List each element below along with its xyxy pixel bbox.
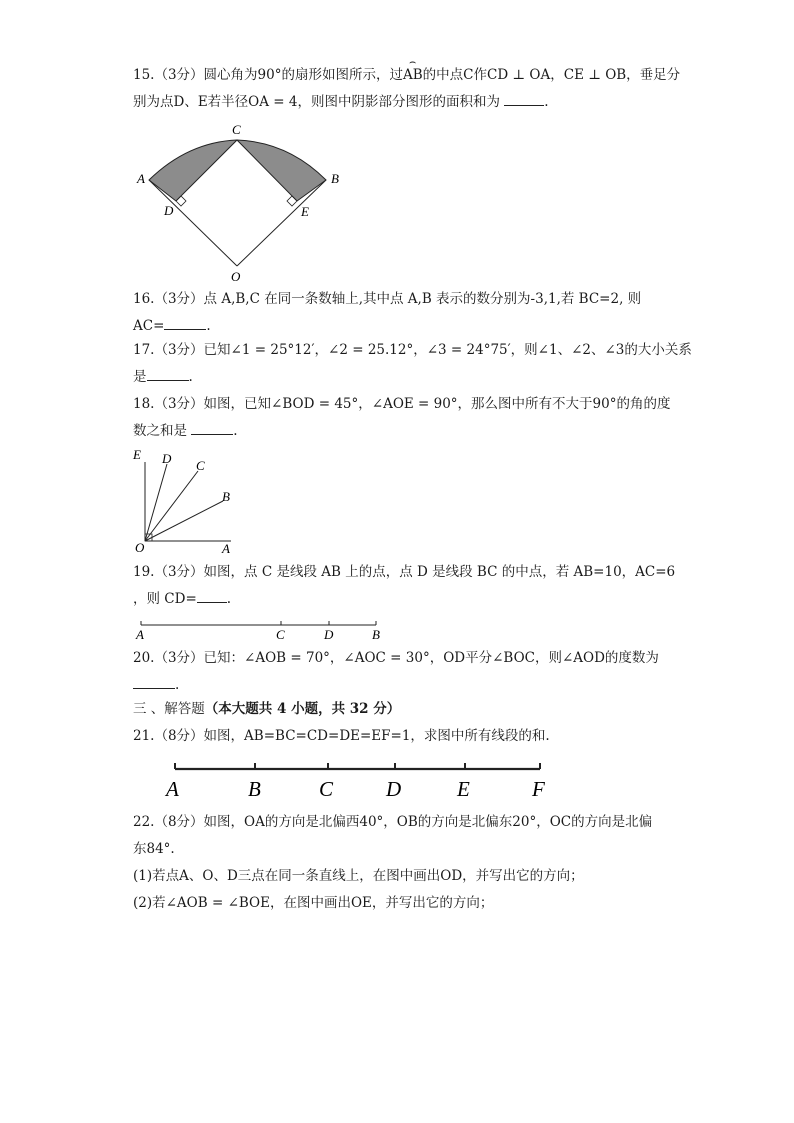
arc-mark: ⌢ — [409, 55, 417, 68]
q19-line2: ，则 CD= . — [133, 586, 663, 613]
section-detail: （本大题共 4 小题，共 32 分） — [204, 701, 401, 717]
q17-line1: 17.（3分）已知∠1 = 25°12′，∠2 = 25.12°，∠3 = 24°75′，则∠1、∠2、∠3的大小关系 — [133, 342, 692, 358]
q15-line2-text: 别为点D、E若半径OA = 4，则图中阴影部分图形的面积和为 — [133, 94, 500, 110]
q18-line1: 18.（3分）如图，已知∠BOD = 45°，∠AOE = 90°，那么图中所有不大于90°的角的度 — [133, 396, 671, 412]
angle-figure — [130, 448, 240, 556]
label-D: D — [162, 451, 172, 466]
radius-OB — [237, 180, 326, 266]
q16-line2-text: AC= — [133, 318, 165, 334]
label-B: B — [222, 489, 230, 504]
q22-part1: (1)若点A、O、D三点在同一条直线上，在图中画出OD，并写出它的方向； — [133, 868, 584, 884]
section-prefix: 三 、解答题 — [133, 701, 205, 717]
question-20 — [133, 645, 663, 699]
label-E: E — [301, 204, 309, 219]
question-21 — [133, 723, 663, 750]
q22-part2: (2)若∠AOB = ∠BOE，在图中画出OE，并写出它的方向； — [133, 895, 494, 911]
label-C: C — [196, 458, 205, 473]
question-16 — [133, 286, 663, 340]
label-A: A — [222, 541, 230, 556]
q15-line1: 15.（3分）圆心角为90°的扇形如图所示，过AB的中点C作CD ⊥ OA，CE ⊥ OB，垂足分 — [133, 67, 681, 83]
answer-blank — [147, 366, 189, 381]
q16-line2: AC= . — [133, 313, 663, 340]
label-C: C — [232, 122, 241, 137]
q18-line2-text: 数之和是 — [133, 423, 187, 439]
q18-line2: 数之和是 . — [133, 418, 663, 445]
q20-line2: . — [133, 672, 663, 699]
label-B: B — [331, 171, 339, 186]
answer-blank — [133, 674, 175, 689]
label-E: E — [457, 777, 470, 801]
question-19 — [133, 559, 676, 613]
label-B: B — [248, 777, 261, 801]
q19-line2-text: ，则 CD= — [133, 591, 197, 607]
label-D: D — [164, 203, 174, 218]
q22-line2: 东84°. — [133, 841, 175, 857]
label-C: C — [319, 777, 334, 801]
label-D: D — [386, 777, 402, 801]
q22-line1: 22.（8分）如图，OA的方向是北偏西40°，OB的方向是北偏东20°，OC的方向是北偏 — [133, 814, 653, 830]
q17-line2: 是 . — [133, 364, 663, 391]
q20-line1: 20.（3分）已知：∠AOB = 70°，∠AOC = 30°，OD平分∠BOC，则∠AOD的度数为 — [133, 650, 659, 666]
label-A: A — [136, 627, 144, 642]
shaded-region-right — [237, 140, 326, 201]
ray-OD — [145, 464, 167, 541]
q21-line1: 21.（8分）如图，AB=BC=CD=DE=EF=1，求图中所有线段的和. — [133, 728, 550, 744]
ray-OC — [145, 471, 198, 541]
label-D: D — [324, 627, 334, 642]
section-heading — [133, 697, 400, 717]
label-O: O — [231, 269, 241, 284]
q15-line2: 别为点D、E若半径OA = 4，则图中阴影部分图形的面积和为 . — [133, 89, 663, 116]
answer-blank — [191, 420, 233, 435]
question-18 — [133, 391, 671, 445]
question-22 — [133, 809, 663, 917]
q16-line1: 16.（3分）点 A,B,C 在同一条数轴上,其中点 A,B 表示的数分别为-3,1,若 BC=2, 则 — [133, 291, 642, 307]
shaded-region-left — [149, 140, 237, 201]
label-O: O — [135, 540, 145, 555]
label-A: A — [166, 777, 179, 801]
ray-OB — [145, 501, 223, 541]
number-line-figure — [160, 760, 560, 802]
answer-blank — [164, 315, 206, 330]
label-A: A — [137, 171, 145, 186]
answer-blank — [504, 91, 544, 106]
label-E: E — [133, 448, 141, 462]
answer-blank — [197, 588, 227, 603]
label-C: C — [276, 627, 285, 642]
sector-figure — [133, 120, 343, 285]
q17-line2-text: 是 — [133, 369, 147, 385]
radius-OA — [149, 180, 237, 266]
q19-line1: 19.（3分）如图，点 C 是线段 AB 上的点，点 D 是线段 BC 的中点，若 AB=10，AC=6 — [133, 564, 676, 580]
question-15 — [133, 55, 681, 116]
label-B: B — [372, 627, 380, 642]
segment-figure — [133, 617, 393, 645]
label-F: F — [532, 777, 545, 801]
question-17 — [133, 337, 692, 391]
